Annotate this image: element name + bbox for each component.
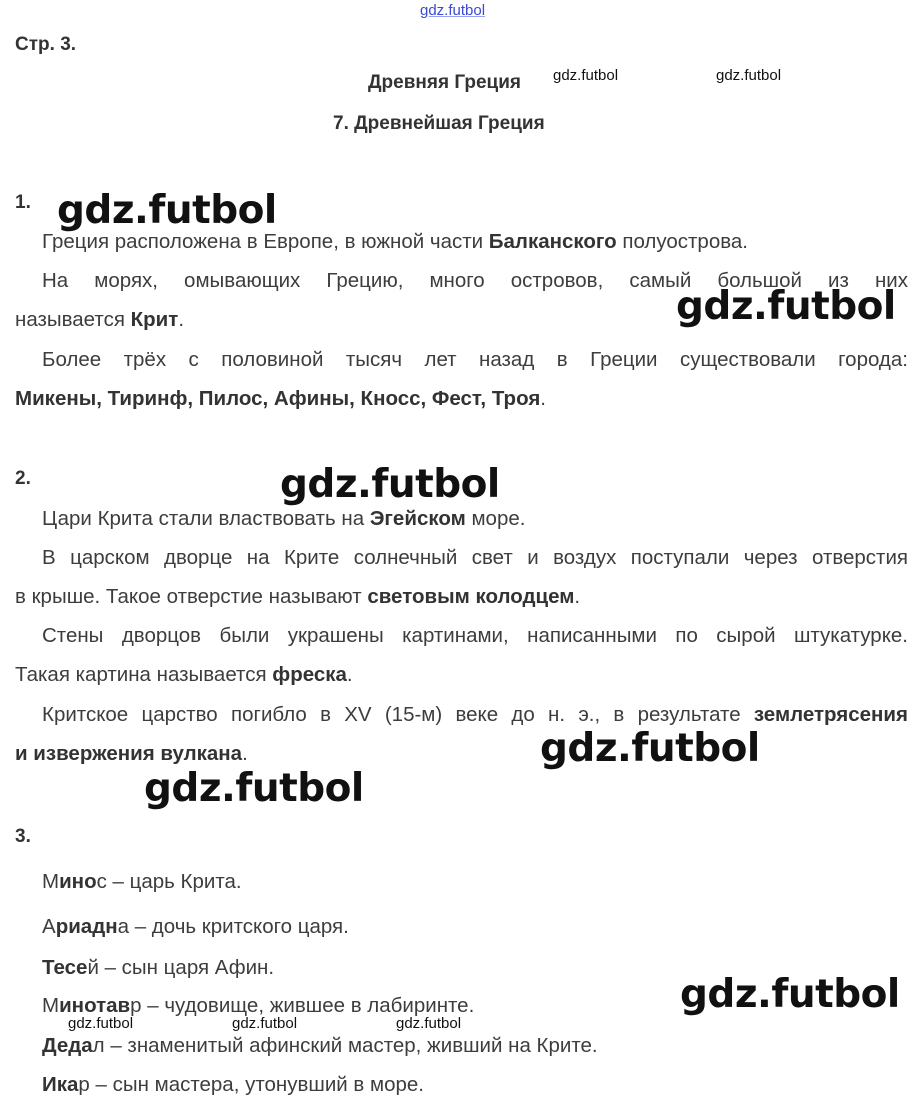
list-item: Тесей – сын царя Афин. (42, 956, 275, 979)
list-item: Икар – сын мастера, утонувший в море. (42, 1073, 424, 1096)
watermark: gdz.futbol (144, 766, 364, 811)
watermark-small: gdz.futbol (553, 67, 619, 84)
watermark-small: gdz.futbol (68, 1015, 134, 1032)
page-reference: Стр. 3. (15, 34, 77, 55)
question-number-1: 1. (15, 192, 31, 213)
watermark: gdz.futbol (680, 972, 900, 1017)
list-item: Минос – царь Крита. (42, 870, 242, 893)
paragraph: В царском дворце на Крите солнечный свет и воздух поступали через отверстия в крыше. Такое отверстие называют световым колодцем. (15, 546, 908, 608)
paragraph: Более трёх с половиной тысяч лет назад в Греции существовали города: Микены, Тиринф, Пилос, Афины, Кносс, Фест, Троя. (15, 348, 908, 410)
paragraph: На морях, омывающих Грецию, много островов, самый большой из них называется Крит. (15, 269, 908, 331)
watermark-small: gdz.futbol (716, 67, 782, 84)
watermark: gdz.futbol (280, 462, 500, 507)
question-number-2: 2. (15, 468, 31, 489)
chapter-title: Древняя Греция (368, 72, 521, 93)
paragraph: Цари Крита стали властвовать на Эгейском море. (42, 507, 526, 530)
paragraph: Греция расположена в Европе, в южной части Балканского полуострова. (42, 230, 748, 253)
list-item: Дедал – знаменитый афинский мастер, живший на Крите. (42, 1034, 598, 1057)
watermark: gdz.futbol (540, 726, 760, 771)
watermark-top-link[interactable]: gdz.futbol (420, 2, 486, 19)
watermark: gdz.futbol (57, 188, 277, 233)
list-item: Минотавр – чудовище, жившее в лабиринте. (42, 994, 475, 1017)
watermark-small: gdz.futbol (232, 1015, 298, 1032)
paragraph: Критское царство погибло в XV (15-м) веке до н. э., в результате землетрясения и извержения вулкана. (15, 703, 908, 765)
watermark-small: gdz.futbol (396, 1015, 462, 1032)
paragraph: Стены дворцов были украшены картинами, написанными по сырой штукатурке. Такая картина называется фреска. (15, 624, 908, 686)
question-number-3: 3. (15, 826, 31, 847)
watermark: gdz.futbol (676, 284, 896, 329)
list-item: Ариадна – дочь критского царя. (42, 915, 349, 938)
section-title: 7. Древнейшая Греция (333, 113, 545, 134)
